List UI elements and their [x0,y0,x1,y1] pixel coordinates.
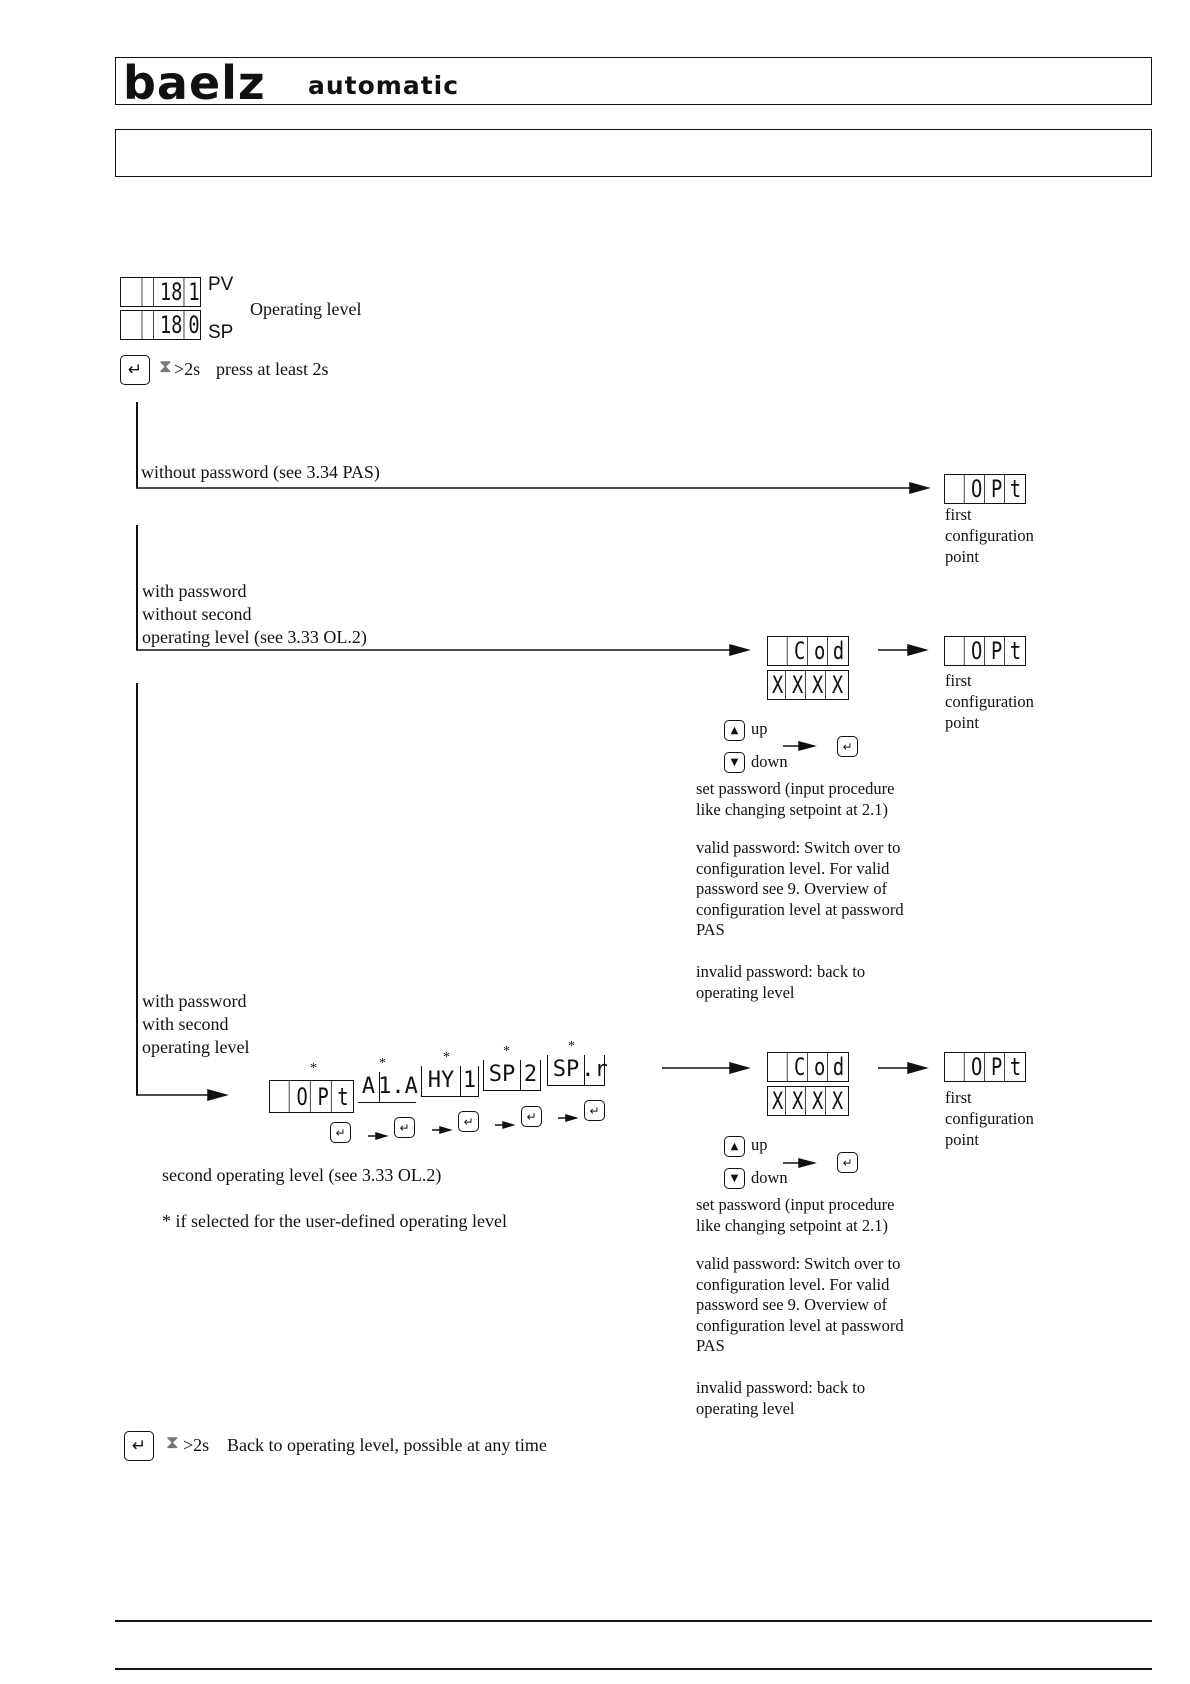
up-arrow-key-icon: ▲ [724,720,745,741]
first-config-line: point [945,547,979,566]
down-arrow-key-icon: ▼ [724,752,745,773]
cod-cell: d [832,1053,845,1081]
set-password-line: set password (input procedure [696,779,895,798]
set-password-line: set password (input procedure [696,1195,895,1214]
opt-cell: P [989,637,1005,665]
opt-display [944,474,1026,504]
param-display-sp2 [483,1060,541,1091]
param-cell: A [358,1072,380,1102]
param-star: * [310,1061,317,1076]
sp-digit: 0 [188,311,200,339]
param-cell: t [337,1082,349,1111]
first-config-line: point [945,713,979,732]
hourglass-icon: ⧗ [159,356,172,377]
param-star: * [443,1050,450,1065]
brand-logo-sub: automatic [308,71,460,100]
valid-password-line: valid password: Switch over to [696,1254,901,1273]
down-arrow-key-icon: ▼ [724,1168,745,1189]
sp-label: SP [208,322,234,343]
branch3-line: with password [142,991,247,1011]
first-config-line: point [945,1130,979,1149]
enter-key-icon: ↵ [330,1122,351,1143]
footer-rule [115,1668,1152,1670]
press-note-text: press at least 2s [216,359,329,379]
opt-cell [947,1053,964,1081]
valid-password-line: configuration level at password [696,1316,904,1335]
opt-display [944,636,1026,666]
valid-password-line: valid password: Switch over to [696,838,901,857]
valid-password-line: PAS [696,920,725,939]
opt-cell: t [1009,637,1022,665]
enter-key-icon: ↵ [458,1111,479,1132]
param-star: * [568,1039,575,1054]
cod-cell [770,637,787,665]
opt-cell: O [969,475,985,503]
set-password-line: like changing setpoint at 2.1) [696,800,888,819]
back-time: >2s [183,1435,210,1455]
back-note-text: Back to operating level, possible at any time [227,1435,547,1455]
footnote: * if selected for the user-defined operating level [162,1211,507,1231]
password-digit: X [810,1087,826,1115]
pv-label: PV [208,274,234,295]
param-display-opt [269,1080,354,1113]
cod-cell: C [792,637,808,665]
enter-key-icon: ↵ [837,736,858,757]
enter-key-icon: ↵ [837,1152,858,1173]
first-config-line: configuration [945,692,1034,711]
hourglass-icon: ⧗ [166,1432,179,1453]
cod-cell: o [812,1053,828,1081]
enter-key-icon: ↵ [521,1106,542,1127]
param-cell: SP [547,1055,585,1085]
param-cell: 2 [521,1060,541,1090]
param-cell: HY [421,1066,461,1096]
invalid-password-line: invalid password: back to [696,1378,866,1397]
password-digit: X [770,1087,786,1115]
param-cell: P [315,1081,331,1112]
invalid-password-line: operating level [696,983,795,1002]
opt-cell: O [969,1053,985,1081]
branch2-line: without second [142,604,252,624]
cod-display [767,636,849,666]
branch3-line: operating level [142,1037,250,1057]
branch1-text: without password (see 3.34 PAS) [141,462,380,482]
footer-rule [115,1620,1152,1622]
down-label: down [751,1168,788,1187]
enter-key-icon: ↵ [394,1117,415,1138]
up-arrow-key-icon: ▲ [724,1136,745,1157]
valid-password-line: configuration level. For valid [696,1275,890,1294]
param-cell: .r [585,1055,605,1085]
branch3-line: with second [142,1014,229,1034]
second-level-note: second operating level (see 3.33 OL.2) [162,1165,442,1185]
password-digits-display [767,670,849,700]
first-config-line: first [945,505,972,524]
pv-digit: 1 [188,278,200,306]
invalid-password-line: invalid password: back to [696,962,866,981]
opt-cell: O [969,637,985,665]
valid-password-line: password see 9. Overview of [696,1295,888,1314]
param-star: * [503,1044,510,1059]
password-digit: X [831,1087,844,1115]
param-cell [272,1081,289,1112]
down-label: down [751,752,788,771]
valid-password-line: PAS [696,1336,725,1355]
password-digit: X [831,671,844,699]
param-display-hy1 [421,1066,479,1097]
param-cell: O [294,1081,310,1112]
param-star: * [379,1056,386,1071]
opt-cell [947,475,964,503]
branch2-line: operating level (see 3.33 OL.2) [142,627,367,647]
invalid-password-line: operating level [696,1399,795,1418]
cod-cell: C [792,1053,808,1081]
first-config-line: first [945,1088,972,1107]
opt-cell: t [1009,1053,1022,1081]
param-display-spr [547,1055,608,1086]
enter-key-icon: ↵ [584,1100,605,1121]
up-label: up [751,719,768,738]
password-digits-display [767,1086,849,1116]
press-time: >2s [174,359,201,379]
first-config-line: configuration [945,1109,1034,1128]
opt-cell [947,637,964,665]
cod-cell: d [832,637,845,665]
set-password-line: like changing setpoint at 2.1) [696,1216,888,1235]
enter-key-icon: ↵ [120,355,150,385]
pv-digit: 18 [159,278,183,306]
opt-display [944,1052,1026,1082]
first-config-line: first [945,671,972,690]
opt-cell: P [989,475,1005,503]
opt-cell: t [1009,475,1022,503]
enter-key-icon: ↵ [124,1431,154,1461]
branch2-line: with password [142,581,247,601]
password-digit: X [790,671,806,699]
cod-display [767,1052,849,1082]
valid-password-line: password see 9. Overview of [696,879,888,898]
first-config-line: configuration [945,526,1034,545]
valid-password-line: configuration level. For valid [696,859,890,878]
param-display-a1a [358,1072,416,1103]
brand-logo: baelz [123,56,266,110]
up-label: up [751,1135,768,1154]
param-cell: SP [483,1060,521,1090]
param-cell: 1.A [378,1074,418,1099]
valid-password-line: configuration level at password [696,900,904,919]
password-digit: X [810,671,826,699]
cod-cell [770,1053,787,1081]
param-cell: 1 [461,1066,479,1096]
password-digit: X [790,1087,806,1115]
cod-cell: o [812,637,828,665]
operating-level-label: Operating level [250,299,362,319]
sp-digit: 18 [159,311,183,339]
opt-cell: P [989,1053,1005,1081]
password-digit: X [770,671,786,699]
